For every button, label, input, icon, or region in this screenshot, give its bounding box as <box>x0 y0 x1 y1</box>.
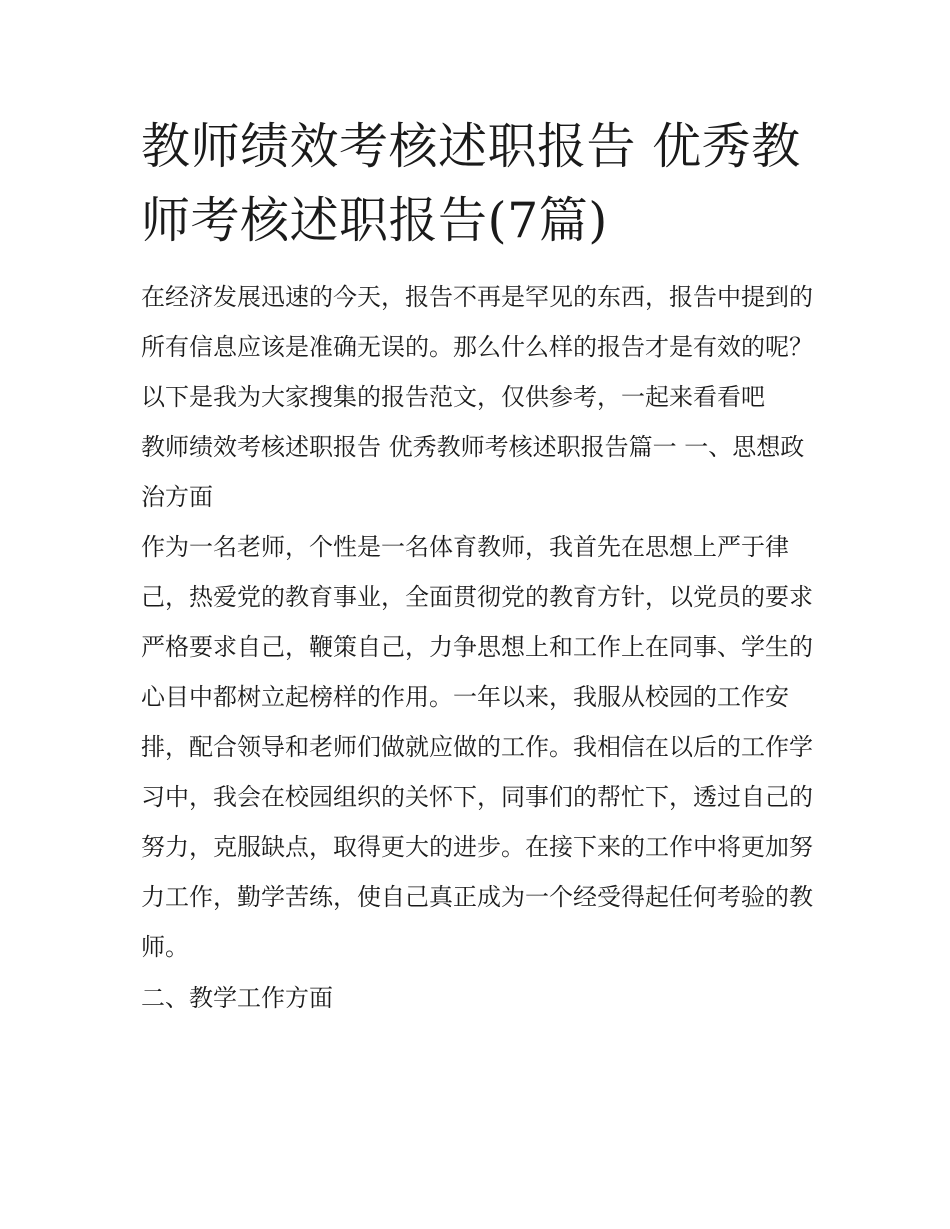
section-heading-teaching: 二、教学工作方面 <box>141 984 333 1012</box>
document-title: 教师绩效考核述职报告 优秀教师考核述职报告(7篇) <box>141 118 801 249</box>
section-heading-politics: 教师绩效考核述职报告 优秀教师考核述职报告篇一 一、思想政治方面 <box>141 433 805 511</box>
body-paragraph: 作为一名老师，个性是一名体育教师，我首先在思想上严于律己，热爱党的教育事业，全面贯彻党的教育方针，以党员的要求严格要求自己，鞭策自己，力争思想上和工作上在同事、学生的心目中都树立起榜样的作用。一年以来，我服从校园的工作安排，配合领导和老师们做就应做的工作。我相信在以后的工作学习中，我会在校园组织的关怀下，同事们的帮忙下，透过自己的努力，克服缺点，取得更大的进步。在接下来的工作中将更加努力工作，勤学苦练，使自己真正成为一个经受得起任何考验的教师。 <box>141 533 813 961</box>
document-page <box>141 110 813 1023</box>
intro-paragraph: 在经济发展迅速的今天，报告不再是罕见的东西，报告中提到的所有信息应该是准确无误的。那么什么样的报告才是有效的呢？以下是我为大家搜集的报告范文，仅供参考，一起来看看吧 <box>141 283 813 411</box>
